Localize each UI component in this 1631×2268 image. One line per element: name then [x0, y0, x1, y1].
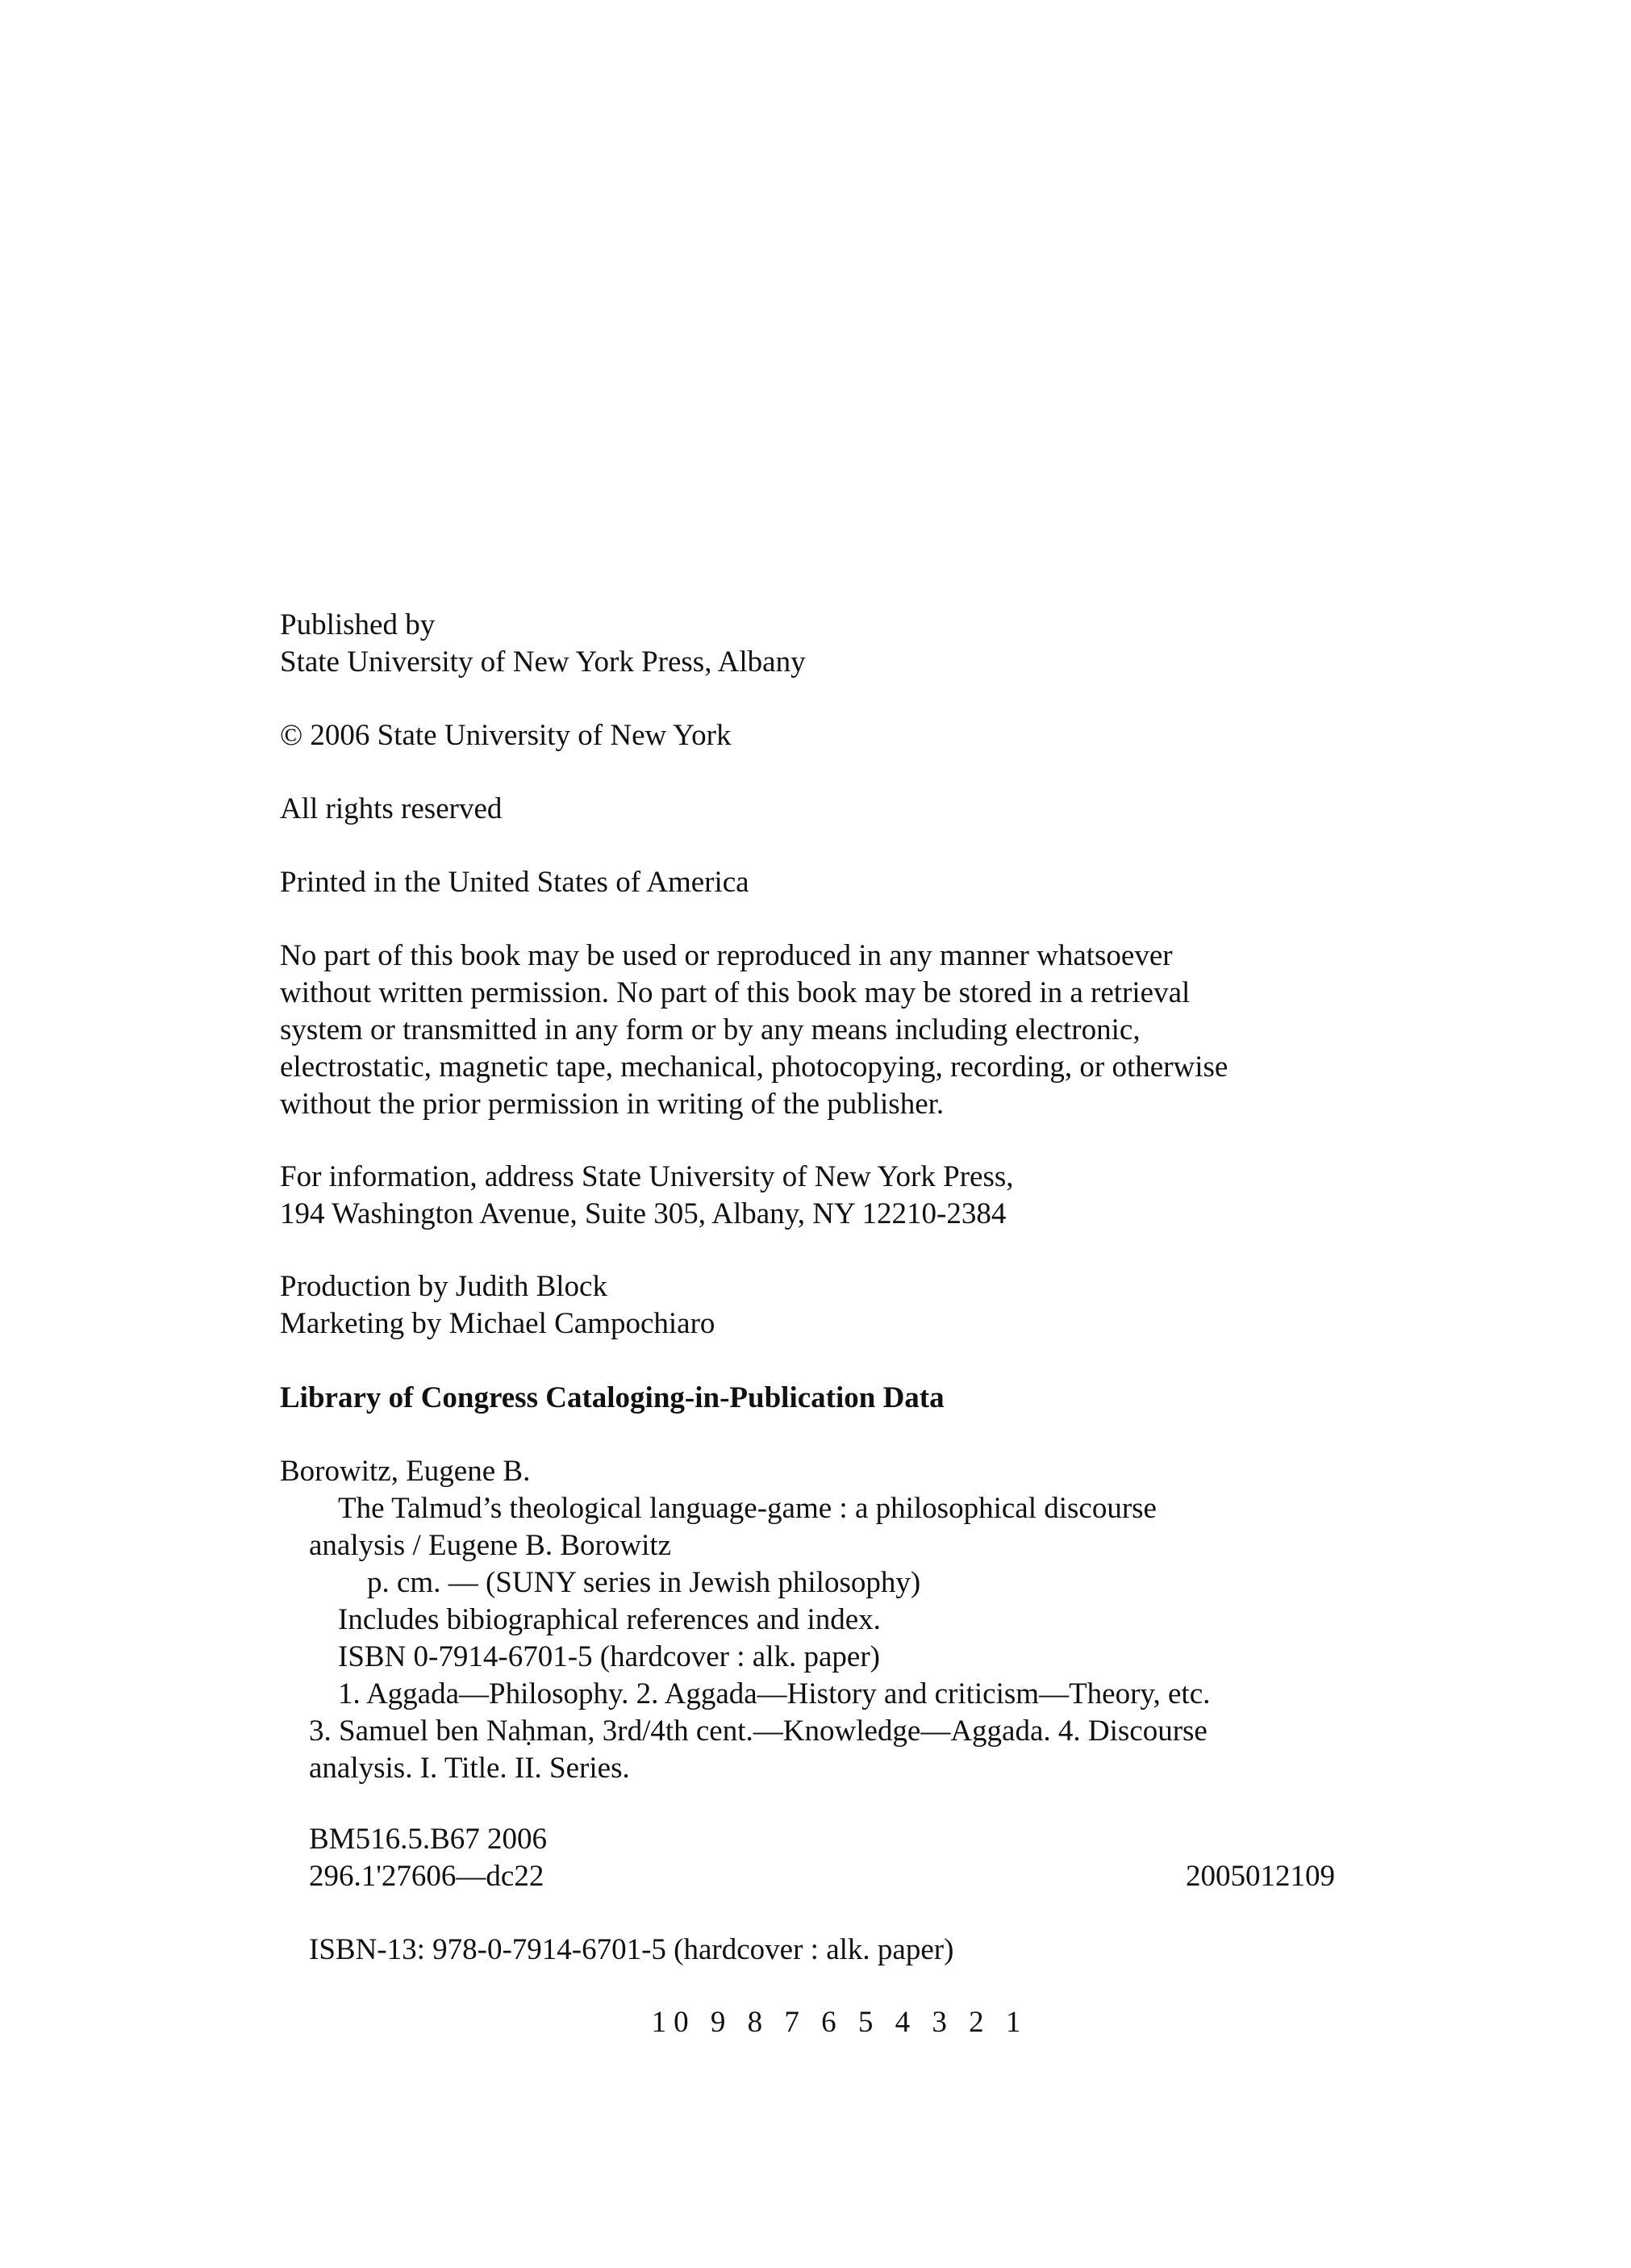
permission-line: system or transmitted in any form or by any means including electronic,: [280, 1013, 1141, 1046]
cip-title-continued: analysis / Eugene B. Borowitz: [309, 1529, 672, 1562]
address-line: For information, address State University of New York Press,: [280, 1160, 1014, 1193]
permission-line: without the prior permission in writing of the publisher.: [280, 1088, 945, 1121]
address-line: 194 Washington Avenue, Suite 305, Albany, NY 12210-2384: [280, 1197, 1007, 1230]
cip-record: [280, 1453, 1210, 1787]
copyright-notice: [280, 717, 731, 754]
cip-author: Borowitz, Eugene B.: [280, 1455, 531, 1488]
cip-physical-description: p. cm. — (SUNY series in Jewish philosophy): [367, 1566, 921, 1599]
cip-title: The Talmud’s theological language-game : a philosophical discourse: [338, 1492, 1157, 1525]
publisher-name: State University of New York Press, Albany: [280, 645, 806, 679]
printed-line: Printed in the United States of America: [280, 866, 749, 899]
permission-line: electrostatic, magnetic tape, mechanical, photocopying, recording, or otherwise: [280, 1050, 1228, 1084]
cip-heading-text: Library of Congress Cataloging-in-Publication Data: [280, 1381, 945, 1414]
lccn: 2005012109: [1186, 1860, 1335, 1893]
cip-subjects-continued: 3. Samuel ben Naḥman, 3rd/4th cent.—Knowledge—Aggada. 4. Discourse: [309, 1715, 1208, 1748]
permission-line: without written permission. No part of this book may be stored in a retrieval: [280, 976, 1191, 1009]
permission-paragraph: [280, 938, 1228, 1123]
rights-notice: [280, 791, 502, 828]
credits-block: [280, 1268, 715, 1343]
cip-subjects: 1. Aggada—Philosophy. 2. Aggada—History and criticism—Theory, etc.: [338, 1677, 1211, 1710]
dewey-number: 296.1'27606—dc22: [309, 1860, 544, 1893]
address-block: [280, 1159, 1014, 1233]
cip-includes-note: Includes bibiographical references and index.: [338, 1603, 881, 1636]
cip-isbn: ISBN 0-7914-6701-5 (hardcover : alk. paper): [338, 1640, 880, 1673]
publisher-block: [280, 607, 806, 681]
production-credit: Production by Judith Block: [280, 1270, 607, 1303]
printed-notice: [280, 864, 749, 901]
rights-line: All rights reserved: [280, 792, 503, 825]
permission-line: No part of this book may be used or reproduced in any manner whatsoever: [280, 939, 1173, 972]
cip-subjects-end: analysis. I. Title. II. Series.: [309, 1752, 630, 1785]
printing-line: 10 9 8 7 6 5 4 3 2 1: [651, 2006, 1028, 2039]
isbn13-block: [280, 1932, 953, 1969]
published-by-label: Published by: [280, 608, 436, 641]
marketing-credit: Marketing by Michael Campochiaro: [280, 1307, 715, 1340]
cip-classification: [280, 1821, 547, 1895]
copyright-line: © 2006 State University of New York: [280, 719, 732, 752]
isbn13-line: ISBN-13: 978-0-7914-6701-5 (hardcover : alk. paper): [309, 1933, 954, 1966]
cip-heading: [280, 1380, 945, 1417]
lc-class-number: BM516.5.B67 2006: [309, 1823, 548, 1856]
